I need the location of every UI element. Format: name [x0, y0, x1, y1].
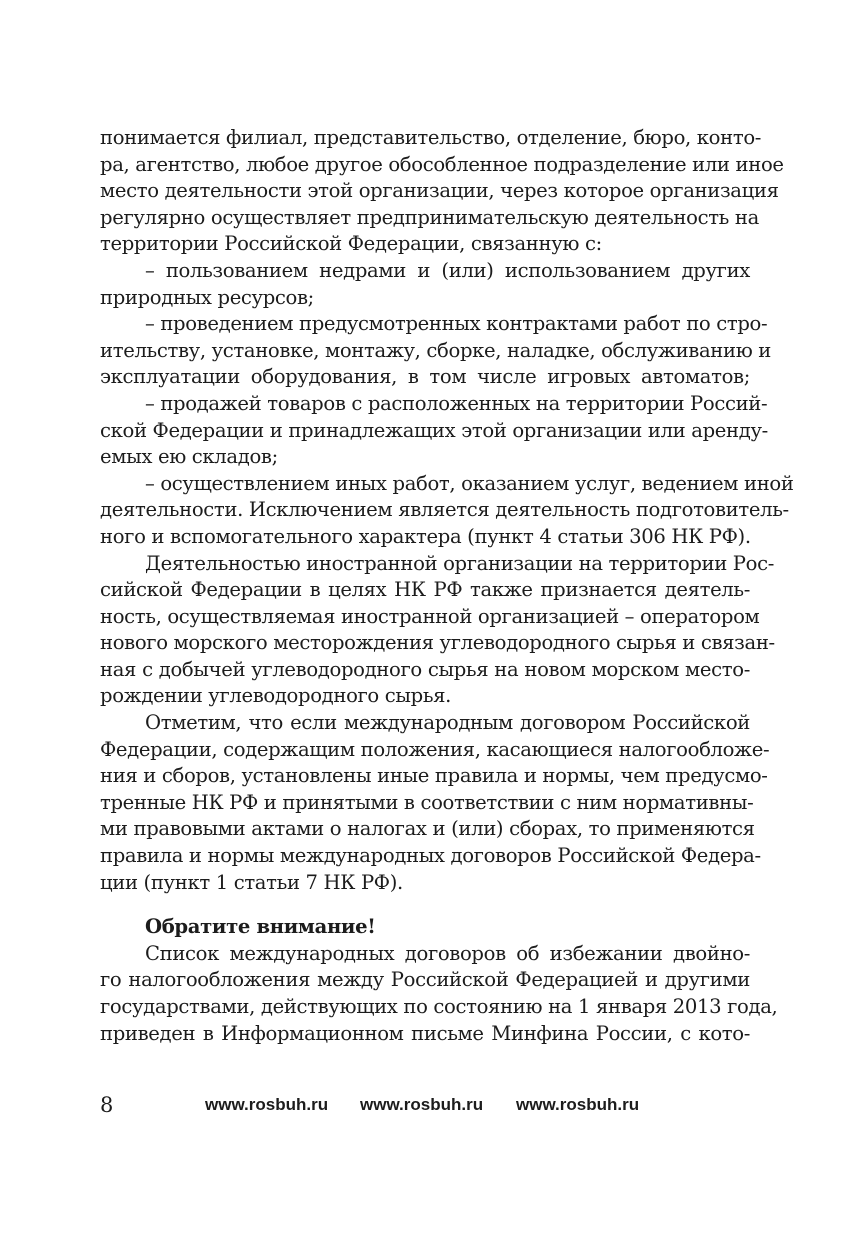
text-line: ми правовыми актами о налогах и (или) сборах, то применяются	[100, 817, 755, 841]
text-line: правила и нормы международных договоров Российской Федера-	[100, 844, 761, 868]
text-line: емых ею складов;	[100, 445, 278, 469]
text-line: понимается филиал, представительство, отделение, бюро, конто-	[100, 126, 762, 149]
text-line: регулярно осуществляет предпринимательскую деятельность на	[100, 205, 759, 229]
paragraph	[100, 311, 772, 391]
footer-url-link[interactable]: www.rosbuh.ru	[516, 1095, 640, 1114]
text-line: ность, осуществляемая иностранной организацией – оператором	[100, 604, 760, 628]
paragraph	[100, 471, 794, 551]
paragraph	[100, 125, 784, 258]
text-line: Федерации, содержащим положения, касающиеся налогообложе-	[100, 737, 770, 761]
paragraph	[100, 258, 750, 311]
text-line: место деятельности этой организации, через которое организация	[100, 179, 779, 203]
text-line: го налогообложения между Российской Федерацией и другими	[100, 968, 750, 992]
text-line: ная с добычей углеводородного сырья на новом морском место-	[100, 657, 750, 681]
text-line: сийской Федерации в целях НК РФ также признается деятель-	[100, 578, 750, 602]
text-line: ра, агентство, любое другое обособленное подразделение или иное	[100, 152, 784, 176]
text-line: Список международных договоров об избежании двойно-	[145, 941, 750, 965]
notice-section	[100, 914, 778, 1047]
footer-url-link[interactable]: www.rosbuh.ru	[205, 1095, 329, 1114]
text-line: нового морского месторождения углеводородного сырья и связан-	[100, 631, 775, 655]
text-line: ного и вспомогательного характера (пункт 4 статьи 306 НК РФ).	[100, 524, 751, 548]
paragraph	[100, 391, 768, 471]
text-line: Деятельностью иностранной организации на территории Рос-	[145, 551, 774, 575]
notice-heading: Обратите внимание!	[145, 915, 376, 939]
footer-url-link[interactable]: www.rosbuh.ru	[360, 1095, 484, 1114]
text-line: – пользованием недрами и (или) использованием других	[145, 258, 750, 282]
text-line: деятельности. Исключением является деятельность подготовитель-	[100, 498, 789, 522]
text-line: ской Федерации и принадлежащих этой организации или аренду-	[100, 418, 768, 442]
text-line: – продажей товаров с расположенных на территории Россий-	[145, 391, 768, 415]
text-line: ции (пункт 1 статьи 7 НК РФ).	[100, 870, 403, 894]
text-line: – проведением предусмотренных контрактами работ по стро-	[145, 312, 768, 336]
text-line: природных ресурсов;	[100, 285, 314, 309]
text-line: приведен в Информационном письме Минфина России, с кото-	[100, 1021, 750, 1045]
page-body	[100, 125, 794, 1047]
paragraph	[100, 710, 770, 896]
page-number: 8	[100, 1093, 114, 1117]
text-line: ния и сборов, установлены иные правила и нормы, чем предусмо-	[100, 764, 768, 788]
text-line: тренные НК РФ и принятыми в соответствии с ним нормативны-	[100, 790, 754, 814]
section-spacer	[100, 896, 750, 914]
text-line: ительству, установке, монтажу, сборке, наладке, обслуживанию и	[100, 338, 772, 362]
text-line: территории Российской Федерации, связанную с:	[100, 232, 602, 256]
text-line: рождении углеводородного сырья.	[100, 684, 452, 708]
text-line: государствами, действующих по состоянию на 1 января 2013 года,	[100, 995, 778, 1018]
text-line: – осуществлением иных работ, оказанием услуг, ведением иной	[145, 471, 794, 495]
page-footer	[100, 1090, 750, 1120]
text-line: Отметим, что если международным договором Российской	[145, 711, 750, 735]
paragraph	[100, 551, 775, 711]
text-line: эксплуатации оборудования, в том числе игровых автоматов;	[100, 365, 750, 389]
